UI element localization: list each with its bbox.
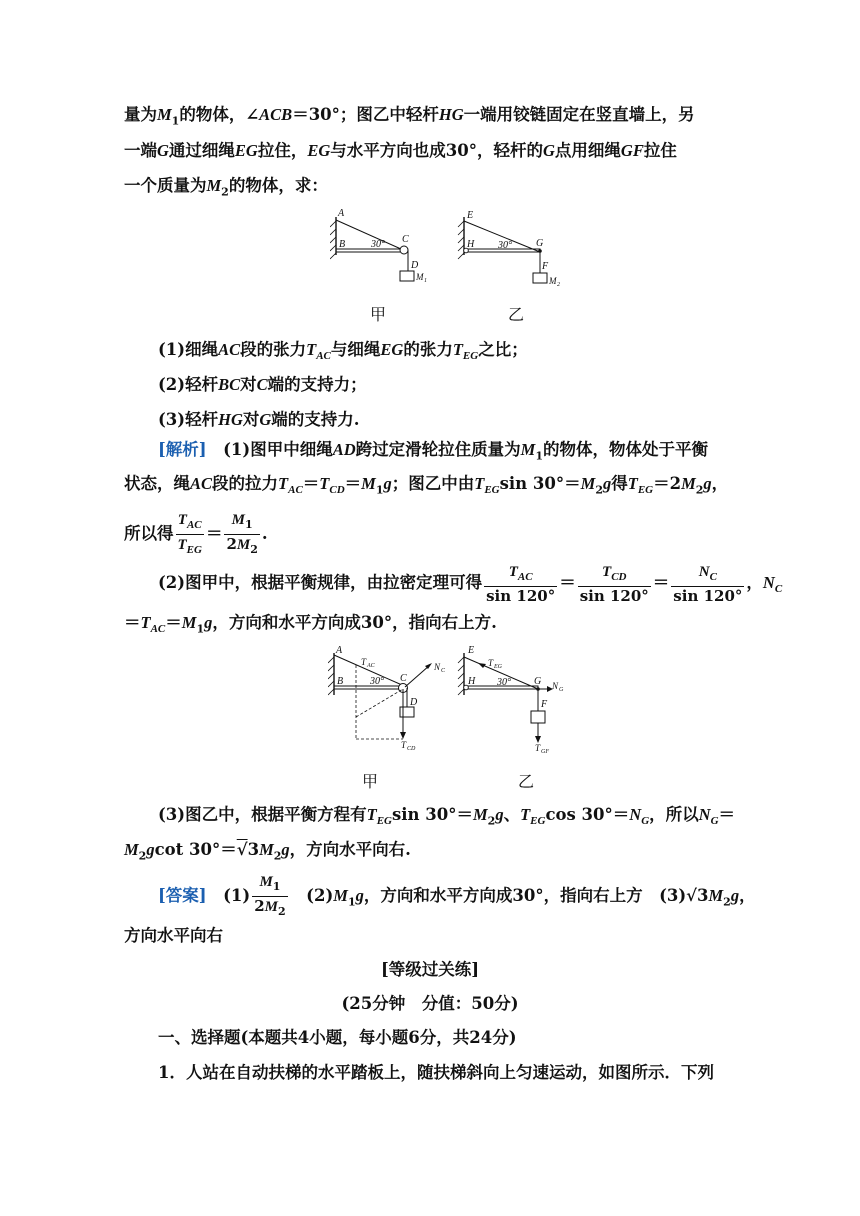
svg-text:C: C	[400, 673, 407, 684]
svg-text:D: D	[411, 260, 419, 271]
svg-text:A: A	[338, 208, 345, 219]
svg-text:30°: 30°	[498, 240, 512, 251]
lami-fraction-2: $\frac{T_{CD}}{\sin 120^\circ}$	[579, 564, 649, 605]
question-2: (2)轻杆BC对C端的支持力；	[158, 375, 367, 394]
svg-text:AC: AC	[367, 663, 375, 669]
svg-text:E: E	[468, 645, 475, 656]
question-1: (1)细绳AC段的张力$T_{AC}$与细绳EG的张力$T_{EG}$之比；	[158, 340, 528, 363]
svg-text:EG: EG	[494, 664, 502, 670]
svg-text:GF: GF	[541, 749, 549, 753]
svg-text:C: C	[441, 668, 446, 674]
svg-text:A: A	[336, 645, 343, 656]
analysis-line-5: $=T_{AC}=M_1g$，方向和水平方向成30°，指向右上方.	[124, 613, 497, 636]
lami-fraction-1: $\frac{T_{AC}}{\sin 120^\circ}$	[486, 564, 556, 605]
svg-text:1: 1	[424, 278, 427, 284]
figure-1-caption-right: 乙	[508, 305, 525, 324]
svg-text:T: T	[488, 658, 494, 668]
analysis-line-1: [解析] (1)图甲中细绳AD跨过定滑轮拉住质量为$M_1$的物体，物体处于平衡	[158, 440, 708, 463]
svg-text:G: G	[559, 687, 564, 693]
svg-text:G: G	[534, 676, 542, 687]
answer-line-1: [答案] (1) $\frac{M_1}{2M_2}$ $(2)M_1g$，方向和水平方向成30°，指向右上方 $(3)√3M_2g$，	[158, 872, 756, 921]
svg-text:D: D	[410, 697, 418, 708]
figure-2	[328, 643, 578, 753]
svg-text:30°: 30°	[497, 677, 511, 688]
ratio-fraction-1: $\frac{T_{AC}}{T_{EG}}$	[177, 512, 202, 556]
svg-text:H: H	[467, 239, 475, 250]
svg-text:M: M	[416, 272, 424, 282]
lami-fraction-3: $\frac{N_C}{\sin 120^\circ}$	[673, 564, 743, 605]
svg-text:T: T	[535, 743, 541, 753]
answer-tag: [答案]	[158, 886, 207, 905]
figure-2-caption-left: 甲	[362, 772, 379, 791]
svg-text:G: G	[536, 238, 544, 249]
figure-2-caption-right: 乙	[518, 772, 535, 791]
svg-text:30°: 30°	[371, 239, 385, 250]
intro-line-2: 一端G通过细绳EG拉住，EG与水平方向也成30°，轻杆的G点用细绳GF拉住	[124, 141, 677, 160]
svg-text:2: 2	[557, 282, 560, 288]
svg-text:F: F	[541, 699, 548, 710]
svg-text:B: B	[337, 676, 344, 687]
analysis-line-3: 所以得 $\frac{T_{AC}}{T_{EG}}$ ＝ $\frac{M_1}{2M_2}$ .	[124, 510, 268, 559]
figure-1-caption-left: 甲	[370, 305, 387, 324]
section-heading: 一、选择题(本题共4小题，每小题6分，共24分)	[158, 1028, 517, 1047]
analysis-line-2: 状态，绳AC段的拉力$T_{AC}=T_{CD}=M_1g$；图乙中由$T_{EG}\sin$ $30^\circ=M_2g$得$T_{EG}=2M_2g$，	[124, 474, 729, 497]
analysis-line-7: $M_2gcot$ $30^\circ=√3M_2g$，方向水平向右.	[124, 840, 411, 863]
svg-text:T: T	[401, 740, 407, 750]
analysis-line-6: (3)图乙中，根据平衡方程有$T_{EG}\sin$ $30^\circ=M_2g$、$T_{EG}\cos$ $30^\circ=N_G$，所以$N_G=$	[158, 805, 736, 828]
intro-line-3: 一个质量为$M_2$的物体，求：	[124, 176, 328, 199]
svg-text:C: C	[402, 234, 409, 245]
analysis-tag: [解析]	[158, 440, 207, 459]
intro-line-1: 量为$M_1$的物体，∠ACB＝30°；图乙中轻杆HG一端用铰链固定在竖直墙上，另	[124, 105, 695, 128]
svg-text:F: F	[542, 261, 549, 272]
practice-title: [等级过关练]	[380, 960, 480, 979]
ratio-fraction-2: $\frac{M_1}{2M_2}$	[226, 512, 258, 556]
svg-text:T: T	[361, 657, 367, 667]
practice-meta: (25分钟 分值：50分)	[341, 994, 519, 1013]
svg-text:CD: CD	[407, 746, 416, 752]
question-3: (3)轻杆HG对G端的支持力.	[158, 410, 360, 429]
svg-text:M: M	[549, 276, 557, 286]
svg-text:B: B	[339, 239, 346, 250]
question-1-stem: 1．人站在自动扶梯的水平踏板上，随扶梯斜向上匀速运动，如图所示．下列	[158, 1063, 714, 1082]
analysis-line-4: (2)图甲中，根据平衡规律，由拉密定理可得 $\frac{T_{AC}}{\sin 120^\circ}$ ＝ $\frac{T_{CD}}{\sin 120^\circ}$ ＝ $\frac{N_C}{\sin 120^\circ}$ ，$N_C$	[158, 564, 783, 605]
svg-text:N: N	[552, 681, 559, 691]
svg-text:N: N	[434, 662, 441, 672]
svg-text:E: E	[467, 210, 474, 221]
answer-line-2: 方向水平向右	[124, 926, 223, 945]
figure-1	[330, 205, 570, 297]
answer-fraction: $\frac{M_1}{2M_2}$	[254, 874, 286, 918]
svg-text:H: H	[468, 676, 476, 687]
svg-text:30°: 30°	[370, 676, 384, 687]
